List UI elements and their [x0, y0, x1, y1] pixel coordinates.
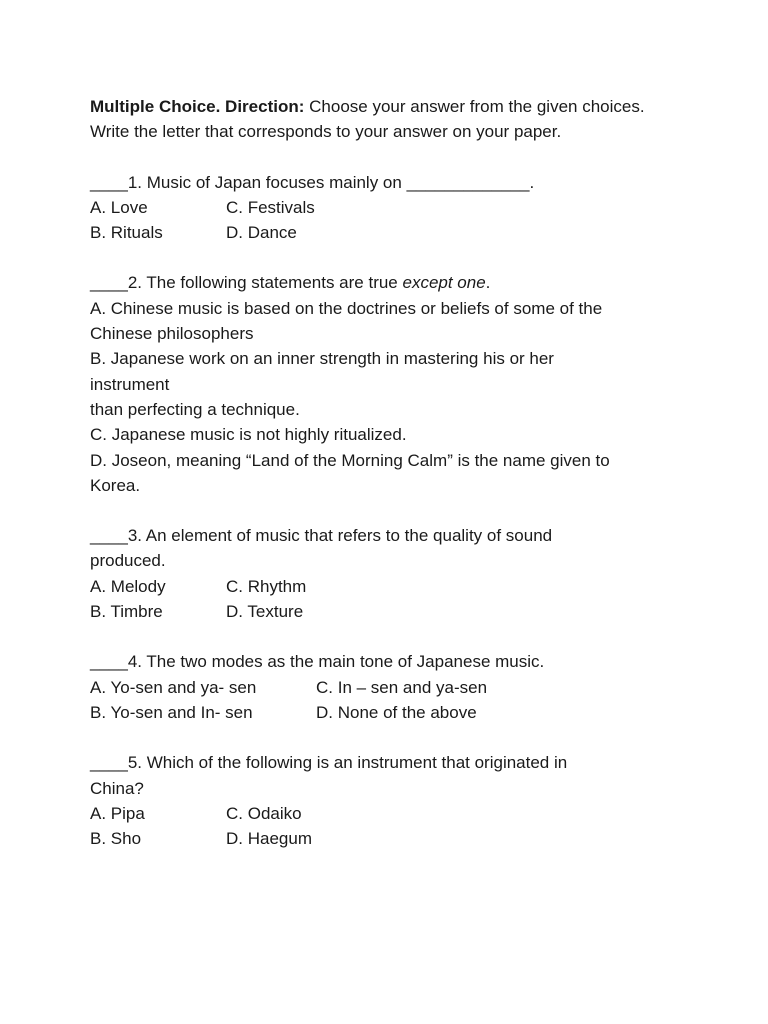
option-3b: B. Timbre: [90, 602, 163, 622]
directions-label: Multiple Choice. Direction:: [90, 97, 305, 116]
question-4-options-row-1: [90, 675, 730, 700]
question-4-stem: ____4. The two modes as the main tone of Japanese music.: [90, 652, 545, 672]
question-4: [90, 649, 730, 725]
option-4a: A. Yo-sen and ya- sen: [90, 677, 257, 697]
question-3-stem-line-2: produced.: [90, 551, 166, 571]
option-4d: D. None of the above: [316, 702, 477, 722]
question-1: [90, 170, 730, 246]
question-5-stem-line-2: China?: [90, 778, 144, 798]
option-5b: B. Sho: [90, 829, 142, 849]
question-3-options-row-2: [90, 599, 730, 624]
option-4b: B. Yo-sen and In- sen: [90, 702, 253, 722]
worksheet-page: [90, 94, 730, 876]
option-2b: B. Japanese work on an inner strength in mastering his or her: [90, 349, 554, 369]
directions-line-2: Write the letter that corresponds to your answer on your paper.: [90, 122, 562, 142]
question-1-stem: ____1. Music of Japan focuses mainly on _____________.: [90, 172, 535, 192]
question-2-stem-suffix: .: [485, 273, 491, 293]
option-3c: C. Rhythm: [226, 576, 307, 596]
option-2b-cont-1: instrument: [90, 374, 170, 394]
question-3: [90, 523, 730, 624]
question-5-options-row-2: [90, 826, 730, 851]
question-2: [90, 270, 730, 498]
question-5: [90, 750, 730, 851]
option-2c: C. Japanese music is not highly ritualized.: [90, 425, 407, 445]
question-5-options-row-1: [90, 801, 730, 826]
question-2-stem: [90, 270, 730, 295]
question-1-options-row-2: [90, 220, 730, 245]
option-2a: A. Chinese music is based on the doctrines or beliefs of some of the: [90, 298, 603, 318]
question-3-options-row-1: [90, 574, 730, 599]
option-1a: A. Love: [90, 197, 148, 217]
question-4-options-row-2: [90, 700, 730, 725]
option-4c: C. In – sen and ya-sen: [316, 677, 488, 697]
question-1-options-row-1: [90, 195, 730, 220]
option-3d: D. Texture: [226, 602, 304, 622]
option-5a: A. Pipa: [90, 803, 145, 823]
directions-line-1: [90, 94, 730, 119]
option-3a: A. Melody: [90, 576, 166, 596]
option-1d: D. Dance: [226, 223, 297, 243]
option-1b: B. Rituals: [90, 223, 163, 243]
question-2-stem-prefix: ____2. The following statements are true: [90, 273, 403, 293]
option-1c: C. Festivals: [226, 197, 315, 217]
question-5-stem-line-1: ____5. Which of the following is an instrument that originated in: [90, 753, 568, 773]
option-2b-cont-2: than perfecting a technique.: [90, 399, 300, 419]
question-3-stem-line-1: ____3. An element of music that refers to the quality of sound: [90, 526, 553, 546]
option-2a-cont: Chinese philosophers: [90, 324, 254, 344]
question-2-stem-emphasis: except one: [402, 273, 486, 293]
option-2d: D. Joseon, meaning “Land of the Morning Calm” is the name given to: [90, 450, 610, 470]
option-5c: C. Odaiko: [226, 803, 302, 823]
option-5d: D. Haegum: [226, 829, 312, 849]
directions-text-1: Choose your answer from the given choices.: [304, 97, 645, 116]
option-2d-cont: Korea.: [90, 475, 141, 495]
directions: [90, 94, 730, 145]
